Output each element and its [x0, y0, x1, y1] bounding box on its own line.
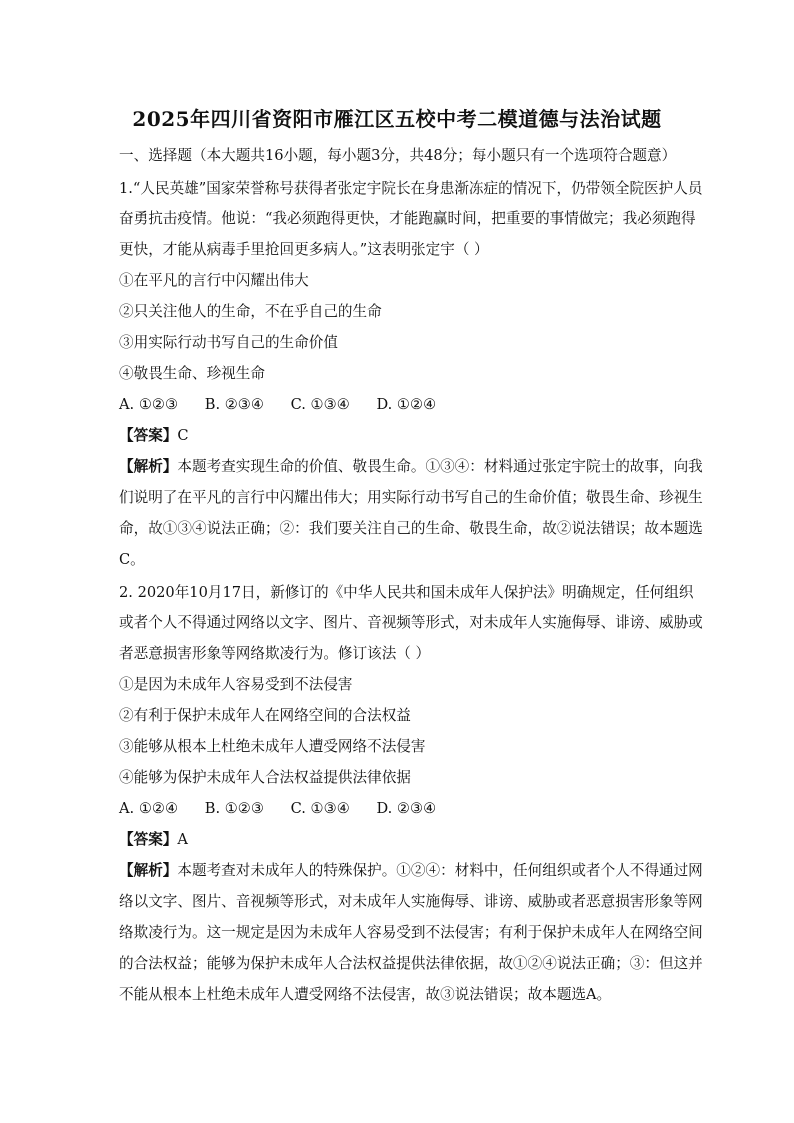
q1-statement-4: ④敬畏生命、珍视生命 — [119, 365, 265, 382]
q2-options — [119, 799, 436, 819]
q2-analysis-line-3: 络欺凌行为。这一规定是因为未成年人容易受到不法侵害；有利于保护未成年人在网络空间 — [119, 924, 703, 941]
q1-option-a: A. ①②③ — [119, 396, 179, 413]
q1-analysis-line-3: 命，故①③④说法正确；②：我们要关注自己的生命、敬畏生命，故②说法错误；故本题选 — [119, 520, 703, 537]
q2-option-b: B. ①②③ — [204, 800, 264, 817]
q2-analysis-line-2: 络以文字、图片、音视频等形式，对未成年人实施侮辱、诽谤、威胁或者恶意损害形象等网 — [119, 893, 703, 910]
q1-analysis-line-4: C。 — [119, 551, 145, 568]
q2-option-c: C. ①③④ — [290, 800, 350, 817]
q2-statement-2: ②有利于保护未成年人在网络空间的合法权益 — [119, 707, 411, 724]
q2-statement-1: ①是因为未成年人容易受到不法侵害 — [119, 676, 353, 693]
q2-statement-4: ④能够为保护未成年人合法权益提供法律依据 — [119, 769, 411, 786]
q1-stem-line-2: 奋勇抗击疫情。他说：“我必须跑得更快，才能跑赢时间，把重要的事情做完；我必须跑得 — [119, 210, 696, 227]
q1-statement-3: ③用实际行动书写自己的生命价值 — [119, 334, 338, 351]
q1-answer — [119, 426, 189, 446]
q1-statement-1: ①在平凡的言行中闪耀出伟大 — [119, 272, 309, 289]
q1-analysis-label: 【解析】 — [119, 458, 178, 475]
q1-answer-label: 【答案】 — [119, 427, 178, 444]
q2-answer — [119, 830, 188, 850]
q1-stem-line-3: 更快，才能从病毒手里抢回更多病人。”这表明张定宇（ ） — [119, 241, 489, 258]
q1-answer-value: C — [177, 427, 189, 444]
q2-analysis-line-1 — [119, 861, 703, 881]
q2-analysis-label: 【解析】 — [119, 862, 178, 879]
q2-stem-line-3: 者恶意损害形象等网络欺凌行为。修订该法（ ） — [119, 645, 431, 662]
q1-option-b: B. ②③④ — [204, 396, 264, 413]
q1-option-c: C. ①③④ — [290, 396, 350, 413]
q1-analysis-line-1 — [119, 457, 703, 477]
q1-analysis-text-1: 本题考查实现生命的价值、敬畏生命。①③④：材料通过张定宇院士的故事，向我 — [177, 458, 703, 475]
q2-stem-line-2: 或者个人不得通过网络以文字、图片、音视频等形式，对未成年人实施侮辱、诽谤、威胁或 — [119, 614, 703, 631]
q1-analysis-line-2: 们说明了在平凡的言行中闪耀出伟大；用实际行动书写自己的生命价值；敬畏生命、珍视生 — [119, 489, 703, 506]
q2-answer-label: 【答案】 — [119, 831, 178, 848]
q2-analysis-text-1: 本题考查对未成年人的特殊保护。①②④：材料中，任何组织或者个人不得通过网 — [177, 862, 703, 879]
q1-statement-2: ②只关注他人的生命，不在乎自己的生命 — [119, 303, 382, 320]
q2-answer-value: A — [177, 831, 188, 848]
section-heading: 一、选择题（本大题共16小题，每小题3分，共48分；每小题只有一个选项符合题意） — [119, 147, 677, 164]
document-title: 2025年四川省资阳市雁江区五校中考二模道德与法治试题 — [132, 107, 662, 131]
q2-analysis-line-4: 的合法权益；能够为保护未成年人合法权益提供法律依据，故①②④说法正确；③：但这并 — [119, 955, 703, 972]
q2-option-a: A. ①②④ — [119, 800, 179, 817]
q2-statement-3: ③能够从根本上杜绝未成年人遭受网络不法侵害 — [119, 738, 426, 755]
q1-option-d: D. ①②④ — [376, 396, 437, 413]
q2-option-d: D. ②③④ — [376, 800, 437, 817]
q2-stem-line-1: 2. 2020年10月17日，新修订的《中华人民共和国未成年人保护法》明确规定，任何组织 — [119, 584, 694, 601]
q1-stem-line-1: 1.“人民英雄”国家荣誉称号获得者张定宇院长在身患渐冻症的情况下，仍带领全院医护人员 — [119, 180, 703, 197]
q1-options — [119, 395, 436, 415]
q2-analysis-line-5: 不能从根本上杜绝未成年人遭受网络不法侵害，故③说法错误；故本题选A。 — [119, 986, 612, 1003]
